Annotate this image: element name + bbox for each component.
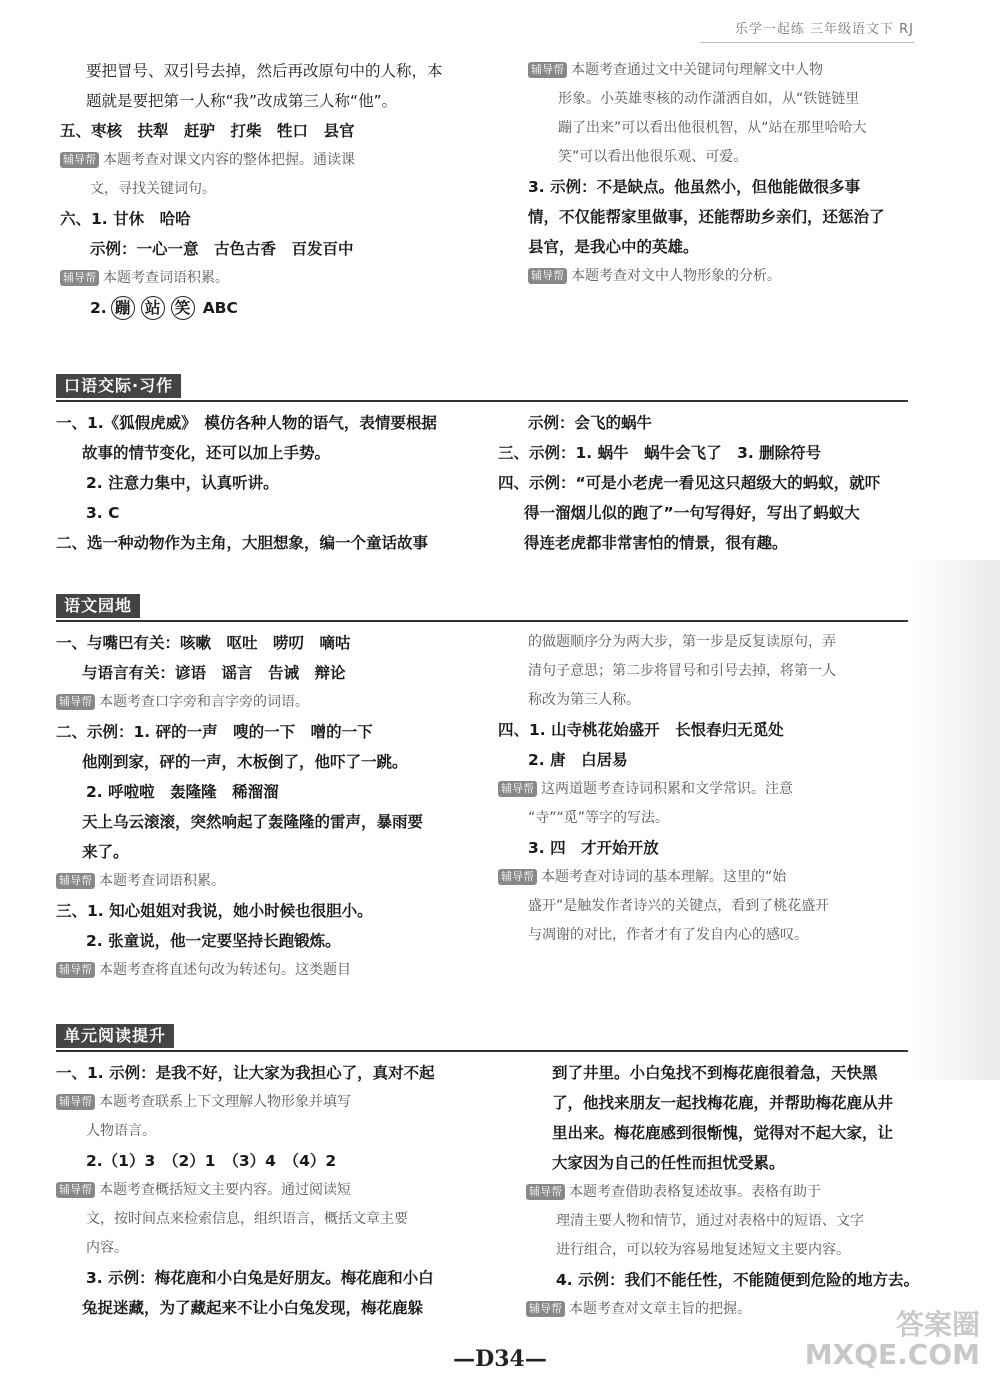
help-text: 本题考查对课文内容的整体把握。通读课 — [103, 152, 355, 168]
answer-line: 得连老虎都非常害怕的情景，很有趣。 — [524, 534, 788, 552]
help-badge: 辅导帮 — [526, 1301, 565, 1317]
s2-left-column — [56, 628, 476, 985]
answer-line: 2. 张童说，他一定要坚持长跑锻炼。 — [86, 932, 341, 950]
answer-line: 兔捉迷藏，为了藏起来不让小白兔发现，梅花鹿躲 — [82, 1299, 424, 1317]
answer-line: 他刚到家，砰的一声，木板倒了，他吓了一跳。 — [82, 753, 408, 771]
answer-line: 3. 示例：梅花鹿和小白兔是好朋友。梅花鹿和小白 — [86, 1269, 434, 1287]
help-text: 这两道题考查诗词积累和文学常识。注意 — [541, 781, 793, 797]
help-text-line: 文，寻找关键词句。 — [90, 181, 216, 197]
help-note — [528, 56, 948, 85]
section-title: 单元阅读提升 — [56, 1024, 174, 1048]
answer-line: 县官，是我心中的英雄。 — [528, 238, 699, 256]
s3-left-column — [56, 1058, 476, 1323]
help-note — [56, 1176, 476, 1205]
header-rule — [700, 42, 914, 43]
answer-line: 题就是要把第一人称“我”改成第三人称“他”。 — [86, 92, 398, 110]
help-text: 本题考查将直述句改为转述句。这类题目 — [99, 962, 351, 978]
help-text-line: 蹦了出来”可以看出他很机智，从“站在那里哈哈大 — [558, 120, 867, 136]
help-badge: 辅导帮 — [56, 1182, 95, 1198]
answer-line: 3. 四 才开始开放 — [528, 839, 659, 857]
answer-line: 情，不仅能帮家里做事，还能帮助乡亲们，还惩治了 — [528, 208, 885, 226]
help-note — [56, 1088, 476, 1117]
answer-line: 大家因为自己的任性而担忧受累。 — [552, 1154, 785, 1172]
s2-right-column — [498, 628, 918, 950]
help-badge: 辅导帮 — [56, 962, 95, 978]
help-text-line: 进行组合，可以较为容易地复述短文主要内容。 — [556, 1242, 850, 1258]
help-text-line: “寺”“觅”等字的写法。 — [528, 810, 670, 826]
help-note — [60, 146, 480, 175]
help-text: 本题考查联系上下文理解人物形象并填写 — [99, 1094, 351, 1110]
answer-line: 2. 注意力集中，认真听讲。 — [86, 474, 279, 492]
help-text: 本题考查词语积累。 — [99, 873, 225, 889]
help-badge: 辅导帮 — [56, 1094, 95, 1110]
help-text-line: 称改为第三人称。 — [528, 692, 640, 708]
help-note — [498, 863, 918, 892]
answer-line: 里出来。梅花鹿感到很惭愧，觉得对不起大家，让 — [552, 1124, 894, 1142]
answer-line: 2.（1）3 （2）1 （3）4 （4）2 — [86, 1152, 337, 1170]
help-badge: 辅导帮 — [60, 270, 99, 286]
answer-line: 一、与嘴巴有关：咳嗽 呕吐 唠叨 嘀咕 — [56, 634, 351, 652]
answer-line: 五、枣核 扶犁 赶驴 打柴 牲口 县官 — [60, 122, 355, 140]
section-title: 语文园地 — [56, 594, 140, 618]
help-text-line: 与凋谢的对比，作者才有了发自内心的感叹。 — [528, 927, 808, 943]
answer-line: 要把冒号、双引号去掉，然后再改原句中的人称，本 — [86, 62, 443, 80]
help-text-line: 理清主要人物和情节，通过对表格中的短语、文字 — [556, 1213, 864, 1229]
answer-line: 3. C — [86, 504, 120, 522]
help-text-line: 清句子意思；第二步将冒号和引号去掉，将第一人 — [528, 663, 836, 679]
help-text-line: 人物语言。 — [86, 1123, 156, 1139]
page-number: —D34— — [453, 1346, 547, 1372]
help-text: 本题考查口字旁和言字旁的词语。 — [99, 694, 309, 710]
help-badge: 辅导帮 — [498, 781, 537, 797]
answer-choices: ABC — [202, 299, 238, 317]
answer-line: 四、1. 山寺桃花始盛开 长恨春归无觅处 — [498, 721, 784, 739]
item-number: 2. — [90, 299, 107, 317]
answer-line: 示例：会飞的蜗牛 — [528, 414, 653, 432]
top-left-column — [60, 56, 480, 323]
s1-left-column — [56, 408, 476, 558]
circled-char: 站 — [141, 296, 165, 320]
help-note — [528, 262, 948, 291]
help-text: 本题考查概括短文主要内容。通过阅读短 — [99, 1182, 351, 1198]
help-note — [526, 1178, 946, 1207]
help-badge: 辅导帮 — [528, 62, 567, 78]
answer-line: 得一溜烟儿似的跑了”一句写得好，写出了蚂蚁大 — [524, 504, 860, 522]
help-note — [56, 956, 476, 985]
help-note — [60, 264, 480, 293]
help-badge: 辅导帮 — [56, 873, 95, 889]
help-badge: 辅导帮 — [56, 694, 95, 710]
help-text: 本题考查对文中人物形象的分析。 — [571, 268, 781, 284]
help-note — [56, 867, 476, 896]
page-edge-shading — [910, 560, 1000, 1080]
help-badge: 辅导帮 — [526, 1184, 565, 1200]
answer-line: 三、示例：1. 蜗牛 蜗牛会飞了 3. 删除符号 — [498, 444, 822, 462]
answer-line: 四、示例：“可是小老虎一看见这只超级大的蚂蚁，就吓 — [498, 474, 881, 492]
answer-line: 2. 唐 白居易 — [528, 751, 628, 769]
running-header: 乐学一起练 三年级语文下 RJ — [734, 22, 914, 37]
watermark-line: MXQE.COM — [804, 1338, 980, 1371]
answer-line: 与语言有关：谚语 谣言 告诫 辩论 — [82, 664, 346, 682]
help-badge: 辅导帮 — [60, 152, 99, 168]
answer-line: 二、选一种动物作为主角，大胆想象，编一个童话故事 — [56, 534, 429, 552]
circled-char: 笑 — [171, 296, 195, 320]
answer-line: 2. 呼啦啦 轰隆隆 稀溜溜 — [86, 783, 279, 801]
help-text: 本题考查对诗词的基本理解。这里的“始 — [541, 869, 787, 885]
help-badge: 辅导帮 — [498, 869, 537, 885]
answer-line: 示例：一心一意 古色古香 百发百中 — [90, 240, 354, 258]
answer-line: 一、1. 示例：是我不好，让大家为我担心了，真对不起 — [56, 1064, 435, 1082]
answer-line: 故事的情节变化，还可以加上手势。 — [82, 444, 331, 462]
help-text-line: 内容。 — [86, 1240, 128, 1256]
help-text-line: 的做题顺序分为两大步，第一步是反复读原句，弄 — [528, 634, 836, 650]
help-text: 本题考查对文章主旨的把握。 — [569, 1301, 751, 1317]
help-note — [498, 775, 918, 804]
watermark — [805, 1310, 980, 1370]
help-badge: 辅导帮 — [528, 268, 567, 284]
watermark-line: 答案圈 — [895, 1308, 980, 1341]
answer-line: 4. 示例：我们不能任性，不能随便到危险的地方去。 — [556, 1271, 920, 1289]
help-text: 本题考查通过文中关键词句理解文中人物 — [571, 62, 823, 78]
help-text-line: 形象。小英雄枣核的动作潇洒自如，从“铁链链里 — [558, 91, 860, 107]
help-text: 本题考查借助表格复述故事。表格有助于 — [569, 1184, 821, 1200]
section-header-oral — [56, 374, 908, 402]
section-title: 口语交际·习作 — [56, 374, 181, 398]
answer-line-circled — [60, 293, 480, 323]
section-header-reading — [56, 1024, 908, 1052]
help-text: 本题考查词语积累。 — [103, 270, 229, 286]
answer-line: 二、示例：1. 砰的一声 嗖的一下 噌的一下 — [56, 723, 373, 741]
s3-right-column — [526, 1058, 946, 1324]
circled-char: 蹦 — [111, 296, 135, 320]
answer-line: 来了。 — [82, 843, 129, 861]
answer-line: 天上乌云滚滚，突然响起了轰隆隆的雷声，暴雨要 — [82, 813, 424, 831]
answer-line: 一、1.《狐假虎威》 模仿各种人物的语气，表情要根据 — [56, 414, 437, 432]
help-note — [56, 688, 476, 717]
answer-line: 三、1. 知心姐姐对我说，她小时候也很胆小。 — [56, 902, 373, 920]
answer-line: 了，他找来朋友一起找梅花鹿，并帮助梅花鹿从井 — [552, 1094, 894, 1112]
help-text-line: 笑”可以看出他很乐观、可爱。 — [558, 149, 748, 165]
top-right-column — [528, 56, 948, 291]
help-text-line: 文，按时间点来检索信息，组织语言，概括文章主要 — [86, 1211, 408, 1227]
answer-line: 3. 示例：不是缺点。他虽然小，但他能做很多事 — [528, 178, 861, 196]
section-header-garden — [56, 594, 908, 622]
answer-line: 到了井里。小白兔找不到梅花鹿很着急，天快黑 — [552, 1064, 878, 1082]
help-text-line: 盛开”是触发作者诗兴的关键点，看到了桃花盛开 — [528, 898, 830, 914]
answer-line: 六、1. 甘休 哈哈 — [60, 210, 191, 228]
s1-right-column — [498, 408, 918, 558]
